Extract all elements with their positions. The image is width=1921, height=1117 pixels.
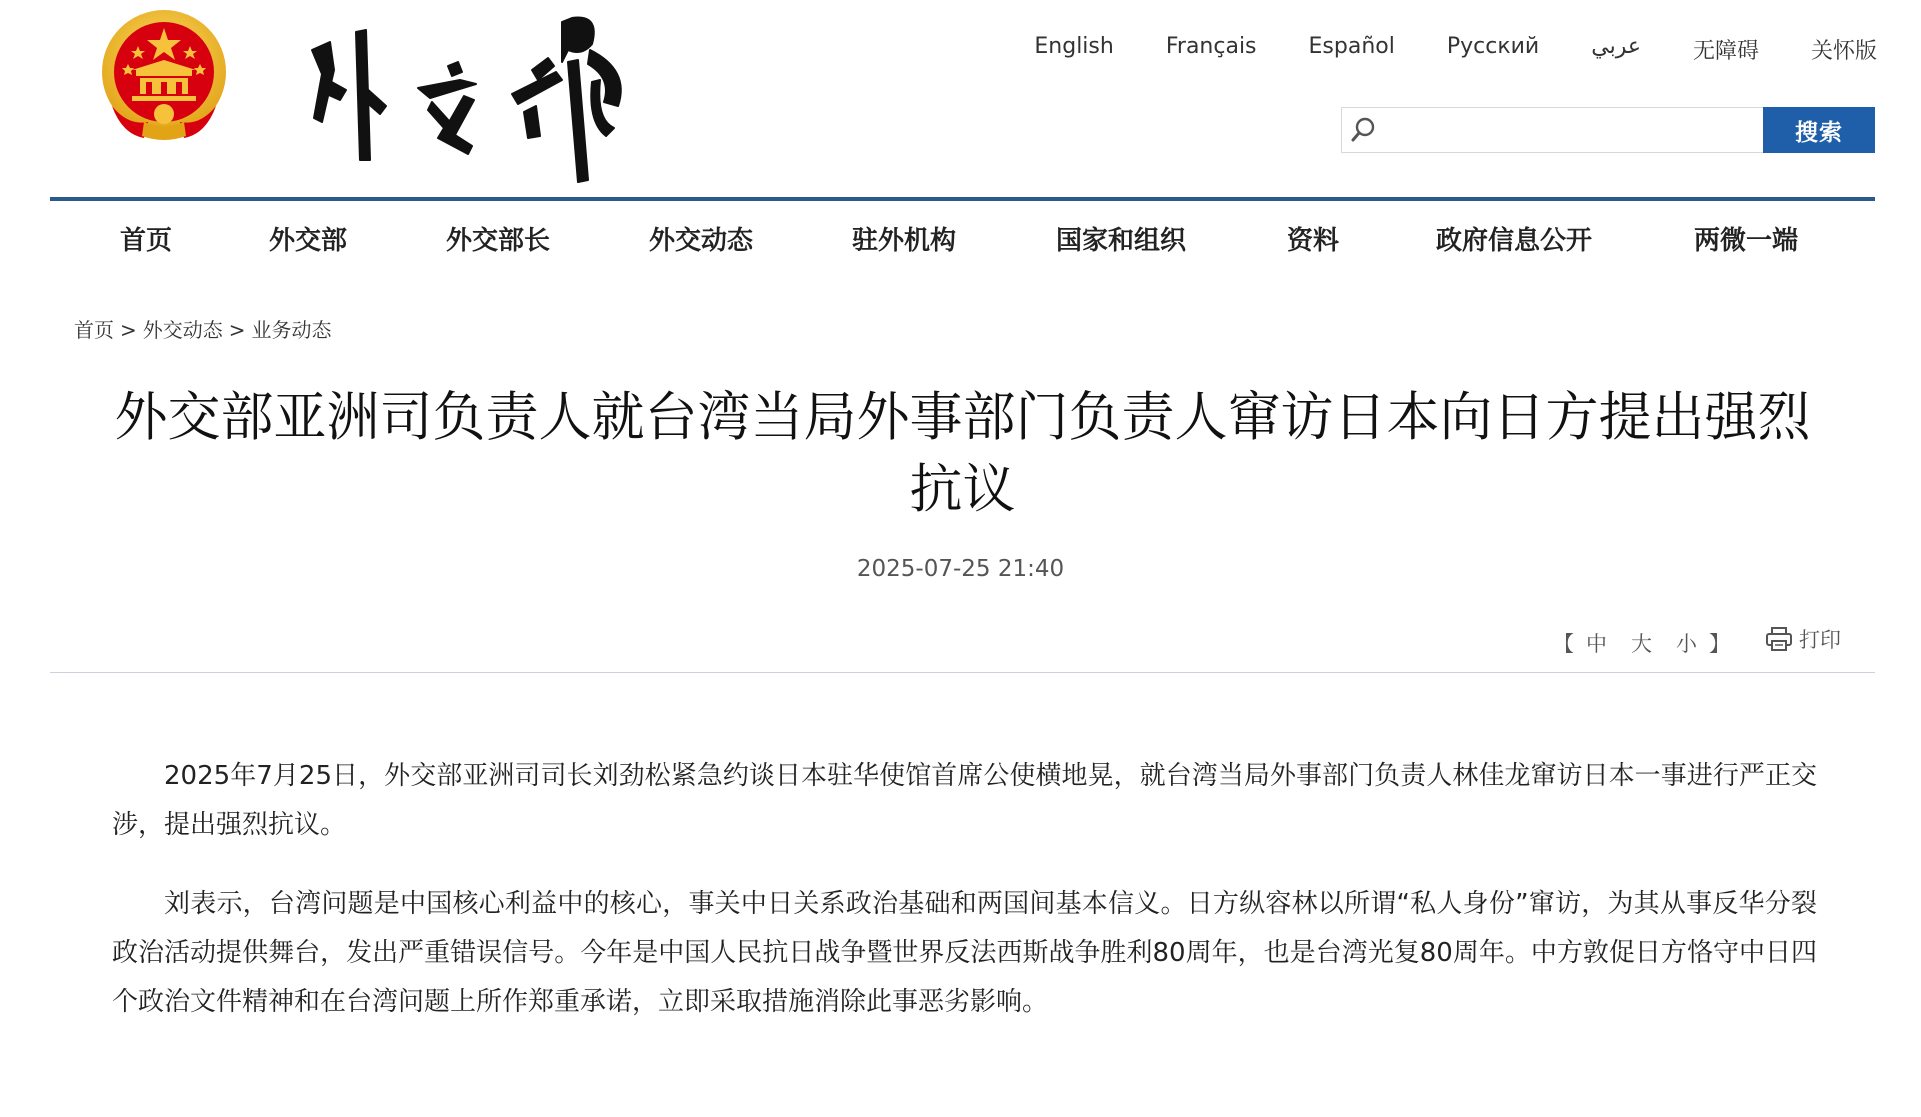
font-size-tools [1553,628,1730,658]
elderly-care-link[interactable]: 关怀版 [1810,39,1877,64]
font-size-large-button[interactable]: 大 [1631,632,1652,656]
search-icon [1342,108,1384,152]
breadcrumb-home-link[interactable]: 首页 [74,318,114,342]
nav-item-countries-organizations[interactable]: 国家和组织 [1056,226,1187,256]
nav-item-minister[interactable]: 外交部长 [446,226,551,256]
search-box [1341,107,1875,153]
breadcrumb-separator: > [228,318,246,342]
nav-item-diplomatic-news[interactable]: 外交动态 [649,226,754,256]
header-divider [50,197,1875,201]
bracket-close: 】 [1709,632,1730,656]
article-date: 2025-07-25 21:40 [856,556,1065,582]
nav-item-missions-abroad[interactable]: 驻外机构 [852,226,957,256]
breadcrumb-business-news-link[interactable]: 业务动态 [251,318,332,342]
national-emblem-logo[interactable] [98,6,230,146]
article-paragraph: 刘表示，台湾问题是中国核心利益中的核心，事关中日关系政治基础和两国间基本信义。日方纵容林以所谓“私人身份”窜访，为其从事反华分裂政治活动提供舞台，发出严重错误信号。今年是中国人民抗日战争暨世界反法西斯战争胜利80周年，也是台湾光复80周年。中方敦促日方恪守中日四个政治文件精神和在台湾问题上所作郑重承诺，立即采取措施消除此事恶劣影响。 [112,889,1817,1017]
printer-icon [1765,626,1793,652]
breadcrumb-diplomatic-news-link[interactable]: 外交动态 [142,318,223,342]
lang-french-link[interactable]: Français [1165,34,1257,59]
lang-russian-link[interactable]: Русский [1446,34,1540,59]
lang-english-link[interactable]: English [1034,34,1114,59]
lang-spanish-link[interactable]: Español [1308,34,1395,59]
language-bar [982,34,1877,65]
lang-arabic-link[interactable]: عربي [1591,34,1641,59]
article-paragraph: 2025年7月25日，外交部亚洲司司长刘劲松紧急约谈日本驻华使馆首席公使横地晃，就台湾当局外事部门负责人林佳龙窜访日本一事进行严正交涉，提出强烈抗议。 [112,761,1817,840]
nav-item-social-media[interactable]: 两微一端 [1694,226,1799,256]
nav-item-home[interactable]: 首页 [120,226,173,256]
bracket-open: 【 [1553,632,1574,656]
search-input[interactable] [1384,108,1763,152]
main-nav [50,218,1875,264]
font-size-medium-button[interactable]: 中 [1586,632,1607,656]
breadcrumb [74,314,332,343]
article-body [112,752,1817,1057]
print-label: 打印 [1799,628,1841,652]
font-size-small-button[interactable]: 小 [1676,632,1697,656]
content-divider [50,672,1875,673]
accessibility-link[interactable]: 无障碍 [1692,39,1759,64]
nav-item-resources[interactable]: 资料 [1287,226,1340,256]
breadcrumb-separator: > [120,318,137,342]
print-button[interactable] [1765,624,1841,654]
nav-item-gov-info[interactable]: 政府信息公开 [1436,226,1593,256]
ministry-calligraphy-logo[interactable] [300,10,640,185]
nav-item-ministry[interactable]: 外交部 [269,226,348,256]
article-title: 外交部亚洲司负责人就台湾当局外事部门负责人窜访日本向日方提出强烈抗议 [114,387,1811,520]
search-button[interactable]: 搜索 [1763,107,1875,153]
